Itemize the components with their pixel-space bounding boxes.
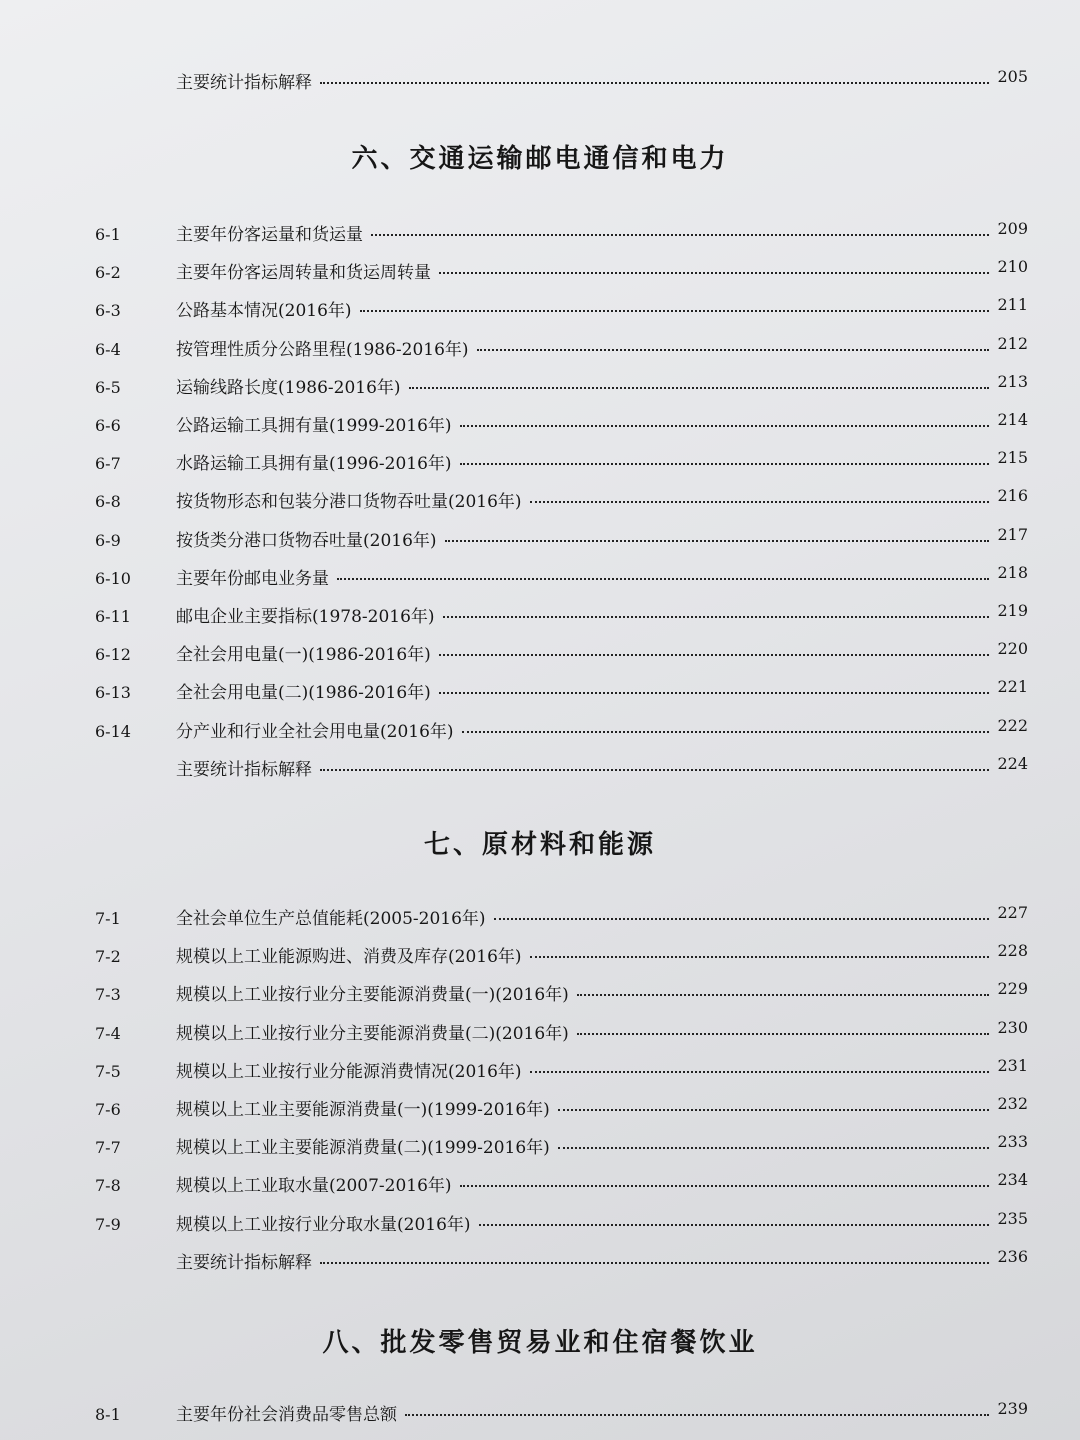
entry-number: 7-1 (95, 909, 121, 928)
dot-leader (494, 918, 990, 920)
entry-page: 218 (997, 562, 1028, 582)
entry-page: 222 (997, 715, 1028, 735)
entry-page: 210 (997, 257, 1028, 277)
entry-title: 主要统计指标解释 (176, 73, 312, 93)
entry-title: 水路运输工具拥有量(1996-2016年) (176, 454, 452, 475)
toc-entry[interactable] (0, 335, 1080, 365)
entry-title: 主要统计指标解释 (176, 759, 312, 780)
entry-title: 主要年份邮电业务量 (176, 568, 329, 589)
entry-page: 212 (997, 333, 1028, 353)
toc-entry[interactable] (0, 1057, 1080, 1087)
entry-title: 全社会用电量(二)(1986-2016年) (176, 683, 431, 704)
entry-number: 6-3 (95, 301, 121, 321)
dot-leader (409, 387, 990, 389)
dot-leader (439, 272, 989, 274)
entry-title: 规模以上工业取水量(2007-2016年) (176, 1176, 452, 1197)
entry-title: 规模以上工业按行业分取水量(2016年) (176, 1214, 471, 1235)
entry-page: 234 (997, 1170, 1028, 1190)
section-heading: 七、原材料和能源 (423, 830, 656, 860)
toc-entry[interactable] (0, 411, 1080, 441)
entry-page: 214 (997, 410, 1028, 429)
toc-entry[interactable] (0, 1248, 1080, 1278)
toc-entry[interactable] (0, 602, 1080, 632)
entry-number: 6-5 (95, 377, 121, 397)
entry-number: 7-7 (95, 1138, 121, 1158)
dot-leader (577, 1033, 990, 1035)
entry-title: 规模以上工业主要能源消费量(一)(1999-2016年) (176, 1100, 550, 1120)
entry-title: 规模以上工业按行业分主要能源消费量(二)(2016年) (176, 1023, 569, 1044)
toc-entry[interactable] (0, 526, 1080, 556)
dot-leader (320, 82, 989, 84)
entry-number: 6-12 (95, 645, 131, 665)
entry-number: 6-8 (95, 492, 121, 512)
entry-title: 按货物形态和包装分港口货物吞吐量(2016年) (176, 492, 522, 513)
entry-number: 7-5 (95, 1061, 121, 1081)
entry-number: 6-4 (95, 339, 121, 359)
entry-number: 7-6 (95, 1100, 121, 1119)
dot-leader (405, 1414, 989, 1416)
toc-entry[interactable] (0, 942, 1080, 972)
toc-entry[interactable] (0, 1095, 1080, 1125)
toc-entry[interactable] (0, 678, 1080, 708)
toc-entry[interactable] (0, 1210, 1080, 1240)
entry-page: 224 (997, 753, 1028, 773)
toc-entry[interactable] (0, 1133, 1080, 1163)
toc-entry[interactable] (0, 296, 1080, 326)
entry-page: 219 (997, 601, 1028, 620)
toc-entry[interactable] (0, 980, 1080, 1010)
toc-entry[interactable] (0, 564, 1080, 594)
dot-leader (530, 956, 990, 958)
entry-title: 规模以上工业主要能源消费量(二)(1999-2016年) (176, 1138, 550, 1159)
entry-page: 209 (997, 219, 1028, 238)
entry-number: 6-11 (95, 607, 131, 626)
entry-number: 8-1 (95, 1405, 121, 1424)
dot-leader (445, 540, 990, 542)
toc-entry[interactable] (0, 717, 1080, 747)
dot-leader (439, 654, 990, 656)
entry-title: 全社会单位生产总值能耗(2005-2016年) (176, 909, 486, 929)
dot-leader (477, 349, 990, 351)
entry-number: 7-2 (95, 947, 121, 967)
entry-title: 按管理性质分公路里程(1986-2016年) (176, 339, 469, 360)
entry-title: 邮电企业主要指标(1978-2016年) (176, 607, 435, 627)
toc-entry[interactable] (0, 258, 1080, 288)
dot-leader (320, 769, 989, 771)
toc-entry[interactable] (0, 487, 1080, 517)
entry-number: 6-2 (95, 263, 121, 283)
dot-leader (360, 310, 990, 312)
section-heading: 八、批发零售贸易业和住宿餐饮业 (322, 1328, 758, 1358)
toc-entry[interactable] (0, 1019, 1080, 1049)
entry-page: 231 (997, 1055, 1028, 1075)
entry-title: 规模以上工业按行业分能源消费情况(2016年) (176, 1061, 522, 1082)
entry-number: 6-13 (95, 683, 131, 703)
entry-number: 6-14 (95, 721, 131, 741)
entry-page: 228 (997, 941, 1028, 961)
toc-entry[interactable] (0, 373, 1080, 403)
entry-title: 全社会用电量(一)(1986-2016年) (176, 645, 431, 666)
entry-title: 分产业和行业全社会用电量(2016年) (176, 721, 454, 742)
toc-entry[interactable] (0, 220, 1080, 250)
entry-title: 公路基本情况(2016年) (176, 301, 352, 322)
entry-page: 205 (997, 67, 1028, 86)
entry-page: 217 (997, 524, 1028, 544)
entry-page: 229 (997, 979, 1028, 999)
toc-entry[interactable] (0, 449, 1080, 479)
entry-page: 215 (997, 448, 1028, 468)
toc-entry[interactable] (0, 640, 1080, 670)
dot-leader (460, 1185, 990, 1187)
entry-number: 7-3 (95, 985, 121, 1005)
entry-title: 公路运输工具拥有量(1999-2016年) (176, 416, 452, 436)
dot-leader (577, 994, 990, 996)
section-heading: 六、交通运输邮电通信和电力 (351, 144, 729, 174)
entry-number: 6-10 (95, 568, 131, 588)
entry-title: 主要年份社会消费品零售总额 (176, 1405, 397, 1425)
dot-leader (371, 234, 989, 236)
dot-leader (530, 1071, 990, 1073)
entry-title: 运输线路长度(1986-2016年) (176, 377, 401, 398)
toc-entry[interactable] (0, 1171, 1080, 1201)
toc-entry[interactable] (0, 68, 1080, 98)
entry-page: 236 (997, 1246, 1028, 1266)
entry-title: 规模以上工业能源购进、消费及库存(2016年) (176, 947, 522, 968)
dot-leader (320, 1262, 989, 1264)
dot-leader (530, 501, 990, 503)
entry-number: 6-7 (95, 454, 121, 474)
entry-title: 主要统计指标解释 (176, 1252, 312, 1273)
entry-page: 211 (997, 295, 1028, 315)
entry-page: 233 (997, 1132, 1028, 1152)
dot-leader (558, 1109, 990, 1111)
entry-number: 7-8 (95, 1176, 121, 1196)
dot-leader (460, 463, 990, 465)
entry-title: 规模以上工业按行业分主要能源消费量(一)(2016年) (176, 985, 569, 1006)
entry-page: 220 (997, 639, 1028, 659)
entry-page: 232 (997, 1094, 1028, 1113)
entry-page: 213 (997, 371, 1028, 391)
dot-leader (558, 1147, 990, 1149)
bleed-through-text (600, 100, 615, 121)
dot-leader (443, 616, 990, 618)
entry-page: 227 (997, 903, 1028, 922)
dot-leader (337, 578, 989, 580)
entry-title: 主要年份客运量和货运量 (176, 225, 363, 245)
toc-entry[interactable] (0, 755, 1080, 785)
toc-entry[interactable] (0, 1400, 1080, 1430)
dot-leader (460, 425, 990, 427)
entry-number: 6-9 (95, 530, 121, 550)
entry-title: 按货类分港口货物吞吐量(2016年) (176, 530, 437, 551)
entry-page: 230 (997, 1017, 1028, 1037)
dot-leader (462, 731, 990, 733)
dot-leader (439, 692, 990, 694)
entry-page: 216 (997, 486, 1028, 506)
entry-number: 7-4 (95, 1023, 121, 1043)
entry-page: 221 (997, 677, 1028, 697)
entry-number: 6-1 (95, 225, 121, 244)
entry-title: 主要年份客运周转量和货运周转量 (176, 263, 431, 284)
entry-page: 235 (997, 1208, 1028, 1228)
entry-number: 7-9 (95, 1214, 121, 1234)
toc-entry[interactable] (0, 904, 1080, 934)
entry-page: 239 (997, 1399, 1028, 1418)
entry-number: 6-6 (95, 416, 121, 435)
dot-leader (479, 1224, 990, 1226)
